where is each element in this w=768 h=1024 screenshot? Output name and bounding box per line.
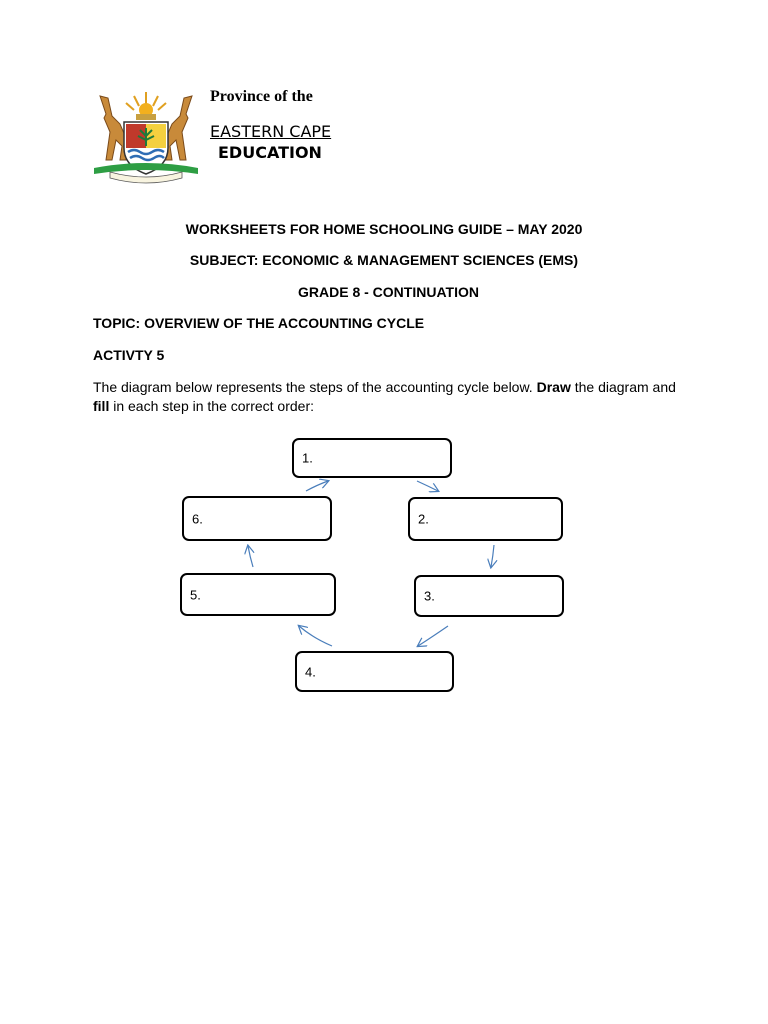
- org-line-province: Province of the: [210, 88, 313, 105]
- org-line-eastern-cape: EASTERN CAPE: [210, 122, 332, 141]
- topic-heading: TOPIC: OVERVIEW OF THE ACCOUNTING CYCLE: [93, 315, 425, 331]
- cycle-step-label-3: 3.: [424, 588, 435, 604]
- instructions-bold-fill: fill: [93, 398, 110, 414]
- arrow-step-3-to-4: [418, 626, 448, 646]
- coat-of-arms-logo: [92, 88, 200, 184]
- instructions-text-3: in each step in the correct order:: [109, 398, 315, 414]
- arrow-step-2-to-3: [491, 545, 494, 567]
- instructions-text-1: The diagram below represents the steps of the accounting cycle below.: [93, 379, 537, 395]
- instructions-text-2: the diagram and: [570, 379, 676, 395]
- arrow-step-6-to-1: [306, 481, 328, 491]
- org-line-education: EDUCATION: [218, 143, 322, 162]
- instructions-bold-draw: Draw: [536, 379, 571, 395]
- cycle-step-label-4: 4.: [305, 664, 316, 679]
- cycle-step-box-4: [295, 651, 454, 692]
- cycle-step-label-5: 5.: [190, 587, 201, 602]
- grade-heading: GRADE 8 - CONTINUATION: [298, 284, 479, 300]
- cycle-step-label-2: 2.: [418, 511, 429, 527]
- activity-heading: ACTIVTY 5: [93, 347, 165, 363]
- cycle-step-box-2: [408, 497, 563, 541]
- cycle-step-box-1: [292, 438, 452, 478]
- arrow-step-1-to-2: [417, 481, 438, 491]
- cycle-step-box-5: [180, 573, 336, 616]
- cycle-step-box-6: [182, 496, 332, 541]
- cycle-step-box-3: [414, 575, 564, 617]
- worksheet-title: WORKSHEETS FOR HOME SCHOOLING GUIDE – MAY 2020: [185, 221, 583, 237]
- arrow-step-4-to-5: [299, 626, 332, 646]
- arrow-step-5-to-6: [248, 546, 253, 567]
- cycle-step-label-6: 6.: [192, 511, 203, 526]
- instructions-paragraph: [93, 378, 693, 416]
- cycle-step-label-1: 1.: [302, 450, 313, 466]
- subject-heading: SUBJECT: ECONOMIC & MANAGEMENT SCIENCES (EMS): [189, 252, 579, 268]
